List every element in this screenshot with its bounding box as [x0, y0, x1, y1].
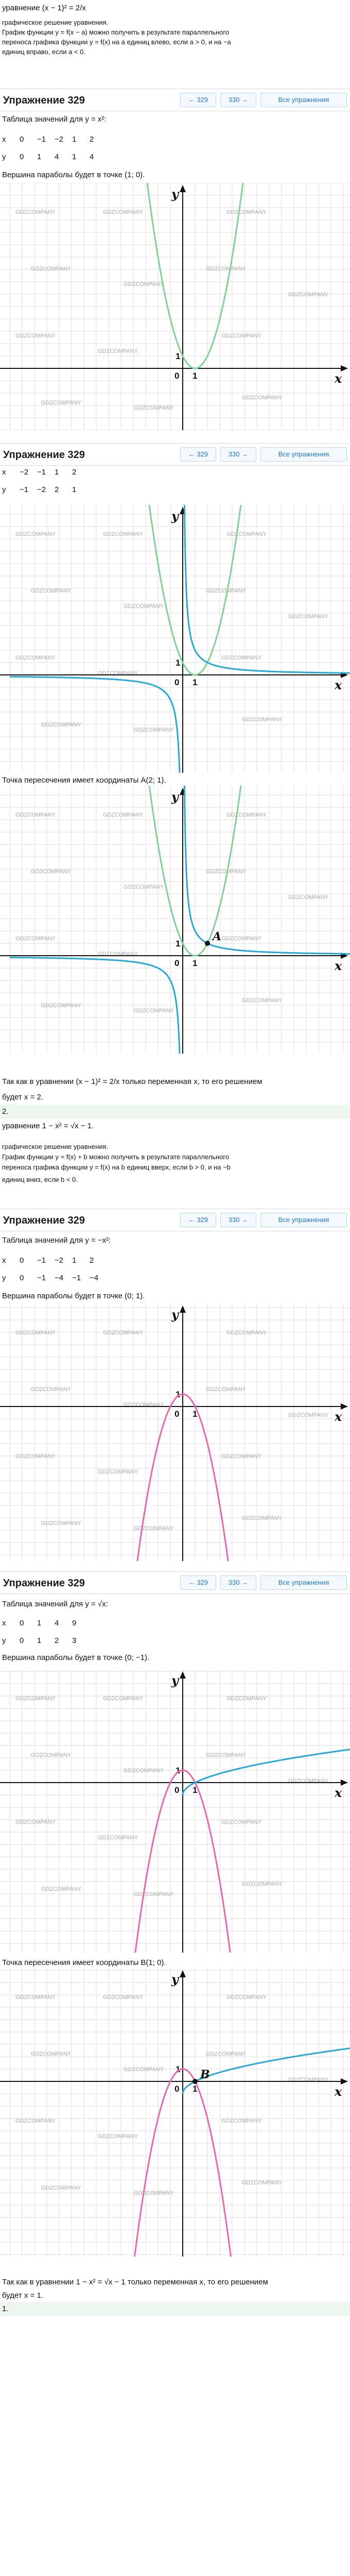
watermark-text: GDZCOMPANY [221, 655, 262, 661]
watermark-text: GDZCOMPANY [124, 2066, 164, 2073]
watermark-text: GDZCOMPANY [288, 894, 329, 901]
y-axis-arrow-icon [180, 1306, 186, 1313]
watermark-text: GDZCOMPANY [15, 936, 56, 942]
watermark-text: GDZCOMPANY [134, 727, 174, 733]
table-cell: 0 [20, 135, 24, 144]
table-cell: 2 [90, 135, 94, 144]
watermark-text: GDZCOMPANY [15, 655, 56, 661]
all-exercises-button[interactable]: Все упражнения [260, 1575, 347, 1590]
watermark-text: GDZCOMPANY [41, 1003, 82, 1009]
watermark-text: GDZCOMPANY [226, 531, 267, 537]
table-cell: y [2, 1636, 6, 1645]
table-cell: −4 [55, 1274, 64, 1282]
watermark-text: GDZCOMPANY [31, 2051, 72, 2057]
table2-y-row [2, 484, 90, 496]
y-axis-label: y [171, 1673, 179, 1688]
y-axis-label: y [171, 1972, 179, 1987]
watermark-text: GDZCOMPANY [226, 1994, 267, 2001]
intersection-point [192, 2079, 198, 2084]
watermark-text: GDZCOMPANY [134, 1008, 174, 1014]
origin-label: 0 [174, 2084, 180, 2094]
y-unit-label: 1 [176, 2064, 181, 2074]
watermark-text: GDZCOMPANY [124, 281, 164, 287]
section2-line1: уравнение 1 − x² = √x − 1. [2, 1122, 94, 1130]
table-cell: −1 [37, 135, 46, 144]
watermark-text: GDZCOMPANY [103, 1994, 144, 2001]
section1-line4: переноса графика функции y = f(x) на a единиц влево, если a > 0, и на −a [2, 38, 231, 46]
watermark-text: GDZCOMPANY [206, 266, 247, 272]
table3-x-row [2, 1255, 107, 1266]
exercise-toolbar-4 [0, 1571, 350, 1594]
graph-6 [0, 1968, 350, 2257]
exercise-title: Упражнение 329 [3, 1578, 85, 1589]
watermark-text: GDZCOMPANY [134, 405, 174, 411]
table-cell: 0 [20, 1256, 24, 1265]
prev-exercise-button[interactable]: ← 329 [180, 447, 216, 462]
table-cell: 2 [72, 468, 77, 477]
watermark-text: GDZCOMPANY [134, 1891, 174, 1897]
table4-y-row [2, 1635, 90, 1647]
watermark-text: GDZCOMPANY [98, 670, 138, 676]
table-cell: 1 [72, 1256, 77, 1265]
prev-exercise-button[interactable]: ← 329 [180, 1575, 216, 1590]
hyperbola-branch [10, 957, 180, 1054]
all-exercises-button[interactable]: Все упражнения [260, 93, 347, 107]
watermark-text: GDZCOMPANY [31, 869, 72, 875]
exercise-title: Упражнение 329 [3, 1215, 85, 1226]
section1-line1: уравнение (x − 1)² = 2/x [2, 4, 86, 12]
table-cell: y [2, 1274, 6, 1282]
watermark-text: GDZCOMPANY [98, 951, 138, 957]
table-cell: 0 [20, 152, 24, 161]
table-cell: −1 [20, 485, 29, 494]
watermark-text: GDZCOMPANY [288, 1412, 329, 1418]
graph-5 [0, 1669, 350, 1953]
x-axis-label: x [335, 958, 342, 973]
watermark-text: GDZCOMPANY [31, 588, 72, 594]
graph-2-svg [0, 505, 350, 773]
x-axis-label: x [335, 371, 342, 386]
origin-label: 0 [174, 1785, 180, 1795]
watermark-text: GDZCOMPANY [221, 2118, 262, 2124]
watermark-text: GDZCOMPANY [124, 1402, 164, 1408]
table-cell: 0 [20, 1636, 24, 1645]
intersection-point [205, 941, 210, 946]
section2-line2: графическое решение уравнения. [2, 1143, 109, 1150]
y-unit-label: 1 [176, 658, 181, 668]
watermark-text: GDZCOMPANY [103, 812, 144, 818]
x-axis-label: x [335, 677, 342, 692]
y-unit-label: 1 [176, 351, 181, 361]
hyperbola-branch [10, 676, 180, 773]
watermark-text: GDZCOMPANY [15, 333, 56, 339]
table1-x-row [2, 134, 107, 145]
origin-label: 0 [174, 677, 180, 687]
answer1-text2: будет x = 2. [2, 1093, 44, 1101]
watermark-text: GDZCOMPANY [103, 531, 144, 537]
x-unit-label: 1 [192, 2084, 198, 2094]
watermark-text: GDZCOMPANY [206, 588, 247, 594]
watermark-text: GDZCOMPANY [226, 209, 267, 215]
table-cell: −2 [37, 485, 46, 494]
table1-vertex: Вершина параболы будет в точке (1; 0). [2, 171, 145, 179]
table-cell: 1 [72, 152, 77, 161]
table-cell: x [2, 468, 6, 477]
watermark-text: GDZCOMPANY [98, 2133, 138, 2140]
watermark-text: GDZCOMPANY [206, 1752, 247, 1758]
table-cell: y [2, 485, 6, 494]
all-exercises-button[interactable]: Все упражнения [260, 447, 347, 462]
watermark-text: GDZCOMPANY [41, 1520, 82, 1527]
table-cell: −2 [20, 468, 29, 477]
answer1-text: Так как в уравнении (x − 1)² = 2/x только переменная x, то его решением [2, 1077, 262, 1086]
watermark-text: GDZCOMPANY [221, 1819, 262, 1825]
watermark-text: GDZCOMPANY [103, 1330, 144, 1336]
answer2-box [0, 2302, 350, 2316]
watermark-text: GDZCOMPANY [15, 1453, 56, 1460]
watermark-text: GDZCOMPANY [288, 292, 329, 298]
watermark-text: GDZCOMPANY [98, 348, 138, 354]
watermark-text: GDZCOMPANY [134, 1526, 174, 1532]
table-cell: 2 [90, 1256, 94, 1265]
watermark-text: GDZCOMPANY [288, 2077, 329, 2083]
watermark-text: GDZCOMPANY [31, 1386, 72, 1393]
table1-caption: Таблица значений для y = x²: [2, 115, 107, 124]
table-cell: 1 [72, 135, 77, 144]
next-exercise-button[interactable]: 330 → [220, 93, 256, 107]
watermark-text: GDZCOMPANY [103, 209, 144, 215]
watermark-text: GDZCOMPANY [124, 1768, 164, 1774]
table-cell: 3 [72, 1636, 77, 1645]
x-unit-label: 1 [192, 677, 198, 687]
watermark-text: GDZCOMPANY [221, 333, 262, 339]
x-unit-label: 1 [192, 1785, 198, 1795]
x-axis-label: x [335, 1785, 342, 1800]
graph-6-svg [0, 1968, 350, 2257]
exercise-toolbar-2 [0, 443, 350, 466]
origin-label: 0 [174, 1409, 180, 1419]
all-exercises-button[interactable]: Все упражнения [260, 1213, 347, 1227]
watermark-text: GDZCOMPANY [15, 2118, 56, 2124]
answer1-box [0, 1105, 350, 1119]
watermark-text: GDZCOMPANY [15, 1696, 56, 1702]
watermark-text: GDZCOMPANY [41, 1886, 82, 1892]
table-cell: −1 [37, 1274, 46, 1282]
table-cell: 4 [55, 152, 59, 161]
table-cell: 0 [20, 1619, 24, 1628]
exercise-title: Упражнение 329 [3, 95, 85, 106]
watermark-text: GDZCOMPANY [206, 1386, 247, 1393]
next-exercise-button[interactable]: 330 → [220, 447, 256, 462]
table-cell: 1 [37, 152, 42, 161]
watermark-text: GDZCOMPANY [226, 1696, 267, 1702]
table-cell: 2 [55, 1636, 59, 1645]
exercise-title: Упражнение 329 [3, 449, 85, 461]
watermark-text: GDZCOMPANY [242, 1515, 283, 1521]
graph-3-svg [0, 786, 350, 1054]
table-cell: −2 [55, 135, 64, 144]
watermark-text: GDZCOMPANY [206, 2051, 247, 2057]
watermark-text: GDZCOMPANY [124, 603, 164, 609]
intersection-a-text: Точка пересечения имеет координаты A(2; 1). [2, 776, 166, 785]
section2-line3: График функции y = f(x) + b можно получить в результате параллельного [2, 1153, 230, 1161]
watermark-text: GDZCOMPANY [134, 2190, 174, 2196]
answer2-text: Так как в уравнении 1 − x² = √x − 1 только переменная x, то его решением [2, 2278, 268, 2286]
table1-y-row [2, 151, 107, 163]
y-axis-arrow-icon [180, 1970, 186, 1977]
watermark-text: GDZCOMPANY [103, 1696, 144, 1702]
watermark-text: GDZCOMPANY [288, 614, 329, 620]
graph-1 [0, 183, 350, 430]
table-cell: 1 [37, 1636, 42, 1645]
table-cell: 1 [55, 468, 59, 477]
watermark-text: GDZCOMPANY [221, 936, 262, 942]
table-cell: −1 [72, 1274, 81, 1282]
watermark-text: GDZCOMPANY [41, 400, 82, 406]
table-cell: −1 [37, 1256, 46, 1265]
intersection-label: B [200, 2068, 210, 2081]
y-unit-label: 1 [176, 939, 181, 948]
watermark-text: GDZCOMPANY [15, 209, 56, 215]
watermark-text: GDZCOMPANY [15, 531, 56, 537]
prev-exercise-button[interactable]: ← 329 [180, 1213, 216, 1227]
table4-caption: Таблица значений для y = √x: [2, 1600, 108, 1608]
section1-line3: График функции y = f(x − a) можно получить в результате параллельного [2, 28, 230, 36]
table3-y-row [2, 1273, 107, 1284]
graph-3 [0, 786, 350, 1054]
watermark-text: GDZCOMPANY [15, 1994, 56, 2001]
intersection-b-text: Точка пересечения имеет координаты B(1; 0). [2, 1958, 166, 1967]
y-axis-label: y [171, 1307, 179, 1322]
x-axis-label: x [335, 2084, 342, 2099]
table-cell: x [2, 1619, 6, 1628]
table-cell: x [2, 1256, 6, 1265]
watermark-text: GDZCOMPANY [226, 1330, 267, 1336]
table-cell: 0 [20, 1274, 24, 1282]
table-cell: y [2, 152, 6, 161]
watermark-text: GDZCOMPANY [31, 1752, 72, 1758]
watermark-text: GDZCOMPANY [242, 1881, 283, 1887]
answer2-value: 1. [2, 2304, 9, 2313]
table-cell: 4 [90, 152, 94, 161]
exercise-toolbar-3 [0, 1209, 350, 1231]
x-axis-label: x [335, 1409, 342, 1424]
y-axis-label: y [171, 509, 179, 523]
table-cell: 9 [72, 1619, 77, 1628]
origin-label: 0 [174, 371, 180, 381]
y-axis-arrow-icon [180, 1671, 186, 1679]
watermark-text: GDZCOMPANY [31, 266, 72, 272]
watermark-text: GDZCOMPANY [124, 884, 164, 890]
origin-label: 0 [174, 958, 180, 968]
intersection-label: A [213, 930, 222, 943]
watermark-text: GDZCOMPANY [98, 1835, 138, 1841]
table-cell: 1 [72, 485, 77, 494]
x-unit-label: 1 [192, 371, 198, 381]
table-cell: −1 [37, 468, 46, 477]
graph-5-svg [0, 1669, 350, 1953]
table2-x-row [2, 467, 90, 478]
watermark-text: GDZCOMPANY [242, 395, 283, 401]
next-exercise-button[interactable]: 330 → [220, 1213, 256, 1227]
y-axis-arrow-icon [180, 185, 186, 192]
x-unit-label: 1 [192, 1409, 198, 1419]
watermark-text: GDZCOMPANY [15, 1330, 56, 1336]
y-axis-label: y [171, 789, 179, 804]
next-exercise-button[interactable]: 330 → [220, 1575, 256, 1590]
graph-4-svg [0, 1303, 350, 1561]
prev-exercise-button[interactable]: ← 329 [180, 93, 216, 107]
watermark-text: GDZCOMPANY [41, 722, 82, 728]
table-cell: x [2, 135, 6, 144]
x-unit-label: 1 [192, 958, 198, 968]
table4-vertex: Вершина параболы будет в точке (0; −1). [2, 1653, 150, 1662]
watermark-text: GDZCOMPANY [226, 812, 267, 818]
graph-4 [0, 1303, 350, 1561]
answer1-value: 2. [2, 1107, 9, 1116]
section2-line4: переноса графика функции y = f(x) на b единиц вверх, если b > 0, и на −b [2, 1163, 231, 1171]
y-unit-label: 1 [176, 1766, 181, 1775]
watermark-text: GDZCOMPANY [41, 2185, 82, 2191]
table-cell: 4 [55, 1619, 59, 1628]
watermark-text: GDZCOMPANY [242, 2180, 283, 2186]
section1-line5: единиц вправо, если a < 0. [2, 48, 85, 56]
answer2-text2: будет x = 1. [2, 2291, 44, 2300]
table-cell: 1 [37, 1619, 42, 1628]
watermark-text: GDZCOMPANY [206, 869, 247, 875]
watermark-text: GDZCOMPANY [15, 812, 56, 818]
table3-caption: Таблица значений для y = −x²: [2, 1236, 111, 1245]
graph-2 [0, 505, 350, 773]
watermark-text: GDZCOMPANY [242, 717, 283, 723]
table-cell: −2 [55, 1256, 64, 1265]
watermark-text: GDZCOMPANY [15, 1819, 56, 1825]
watermark-text: GDZCOMPANY [288, 1778, 329, 1784]
y-unit-label: 1 [176, 1389, 181, 1399]
watermark-text: GDZCOMPANY [221, 1453, 262, 1460]
table4-x-row [2, 1618, 90, 1629]
watermark-text: GDZCOMPANY [242, 997, 283, 1004]
exercise-toolbar-1 [0, 89, 350, 111]
section1-line2: графическое решение уравнения. [2, 19, 109, 26]
graph-1-svg [0, 183, 350, 430]
y-axis-label: y [171, 187, 179, 201]
table-cell: 2 [55, 485, 59, 494]
section2-line5: единиц вниз, если b < 0. [2, 1176, 78, 1183]
table-cell: −4 [90, 1274, 99, 1282]
watermark-text: GDZCOMPANY [98, 1469, 138, 1475]
table3-vertex: Вершина параболы будет в точке (0; 1). [2, 1292, 145, 1300]
